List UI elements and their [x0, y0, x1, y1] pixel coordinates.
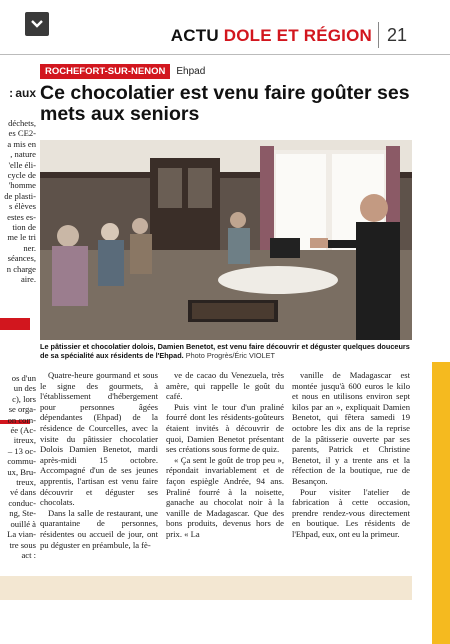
paragraph: ve de cacao du Venezuela, très amère, qui rappelle le goût du café. [166, 370, 284, 402]
prev-text-line: ouillé à [10, 518, 36, 529]
kicker [40, 64, 412, 79]
paragraph: « Ça sent le goût de trop peu », répondait invariablement et de façon espiègle Andrée, 94 ans. Praliné fourré à la noisette, ganache au chocolat noir à la vanille de Madagascar. Que des bons produits, devenus hors de prix. « La [166, 454, 284, 539]
prev-text-line: act : [21, 549, 36, 560]
prev-text-line: c), lors [12, 393, 36, 404]
page-header [0, 0, 450, 55]
collapse-button[interactable] [25, 12, 49, 36]
prev-text-line: itreux, [13, 435, 36, 446]
prev-text-line: 'homme [8, 180, 36, 191]
prev-text-line: es CE2- [8, 128, 36, 139]
prev-text-line: commu- [7, 456, 36, 467]
text-column [292, 370, 410, 550]
photo-caption [40, 342, 412, 360]
prev-text-line: déchets, [8, 118, 36, 128]
page-number: 21 [387, 25, 408, 45]
paragraph: Dans la salle de restaurant, une quarantaine de personnes, résidentes ou accueil de jour, ont pu déguster en préambule, la fè- [40, 507, 158, 550]
headline: Ce chocolatier est venu faire goûter ses mets aux seniors [40, 82, 410, 125]
prev-text-line: tion de [12, 222, 36, 233]
prev-headline-fragment: : [9, 86, 14, 100]
text-column [40, 370, 158, 550]
yellow-tab [432, 362, 450, 644]
prev-text-line: vé dans [9, 487, 36, 498]
prev-text-line: ux, Bru- [7, 466, 36, 477]
paragraph: vanille de Madagascar est montée jusqu'à 600 euros le kilo et nous en utilisons environ sept kilos par an », expliquait Damien Benetot, qui fêtera samedi 19 octobre les dix ans de la reprise de la pâtisserie ouverte par ses parents, Patrick et Christine Benetot, il y a trente ans et la réfection de la boutique, rue de Besançon. [292, 370, 410, 486]
photo-credit: Photo Progrès/Éric VIOLET [185, 351, 275, 361]
section-title-part1: ACTU [170, 26, 219, 45]
paragraph: Puis vint le tour d'un praliné fourré dont les résidents-goûteurs étaient invités à découvrir de quoi, Damien Benetot présentant ses créations sous forme de quiz. [166, 401, 284, 455]
location-label: ROCHEFORT-SUR-NENON [40, 64, 170, 79]
section-title-part2: DOLE ET RÉGION [223, 26, 372, 45]
article-header [40, 64, 412, 125]
header-divider [378, 22, 379, 48]
prev-text-line: n charge [6, 263, 36, 274]
prev-text-line: ng, Ste- [9, 508, 36, 519]
prev-text-line: de plasti- [4, 190, 36, 201]
prev-text-line: a mis en [7, 138, 36, 149]
prev-text-line: – 13 oc- [7, 445, 36, 456]
chevron-down-icon [30, 19, 44, 29]
prev-text-line: estes es- [7, 211, 36, 222]
article-body [40, 370, 414, 550]
prev-text-line: conduc- [8, 497, 36, 508]
section-title [171, 26, 372, 46]
prev-text-line: cycle de [7, 170, 36, 181]
prev-text-line: , nature [10, 149, 36, 160]
right-margin [418, 60, 450, 600]
prev-text-line: 'elle éli- [8, 159, 36, 170]
prev-text-block [0, 118, 36, 285]
prev-text-line: me le tri [7, 232, 36, 243]
red-divider [0, 318, 30, 330]
caption-text: Le pâtissier et chocolatier dolois, Damien Benetot, est venu faire découvrir et déguster quelques douceurs de sa spécialité aux résidents de l'Ehpad. [40, 342, 410, 361]
text-column [166, 370, 284, 550]
previous-article-column [0, 60, 36, 600]
prev-text-line: on com- [7, 414, 36, 425]
bottom-band [0, 576, 412, 600]
prev-text-block [0, 373, 36, 560]
photo-illustration [40, 140, 412, 340]
prev-text-line: La vian- [7, 529, 36, 540]
prev-text-line: s élèves [9, 201, 36, 212]
prev-headline-fragment: aux [15, 86, 36, 100]
section-tag: Ehpad [176, 66, 206, 77]
article-photo [40, 140, 412, 340]
prev-text-line: un des [13, 383, 36, 394]
paragraph: Pour visiter l'atelier de fabrication à cette occasion, prendre rendez-vous directement en boutique. Les résidents de l'Ehpad, eux, ont eu la primeur. [292, 486, 410, 539]
prev-text-line: se orga- [8, 404, 36, 415]
prev-text-line: séances, [7, 253, 36, 264]
prev-text-line: ée (Ac- [10, 425, 36, 436]
prev-text-line: aire. [20, 274, 36, 285]
prev-text-line: os d'un [11, 373, 36, 383]
paragraph: Quatre-heure gourmand et sous le signe des gourmets, à l'établissement d'hébergement pour personnes âgées dépendantes (Ehpad) de la résidence de Courcelles, avec la visite du pâtissier chocolatier Dolois Damien Benetot, mardi après-midi 15 octobre. Accompagné d'un de ses jeunes apprentis, l'artisan est venu faire découvrir et déguster ses chocolats. [40, 370, 158, 508]
prev-text-line: treux, [16, 477, 36, 488]
prev-text-line: tre sous [9, 539, 36, 550]
prev-text-line: ner. [23, 242, 36, 253]
